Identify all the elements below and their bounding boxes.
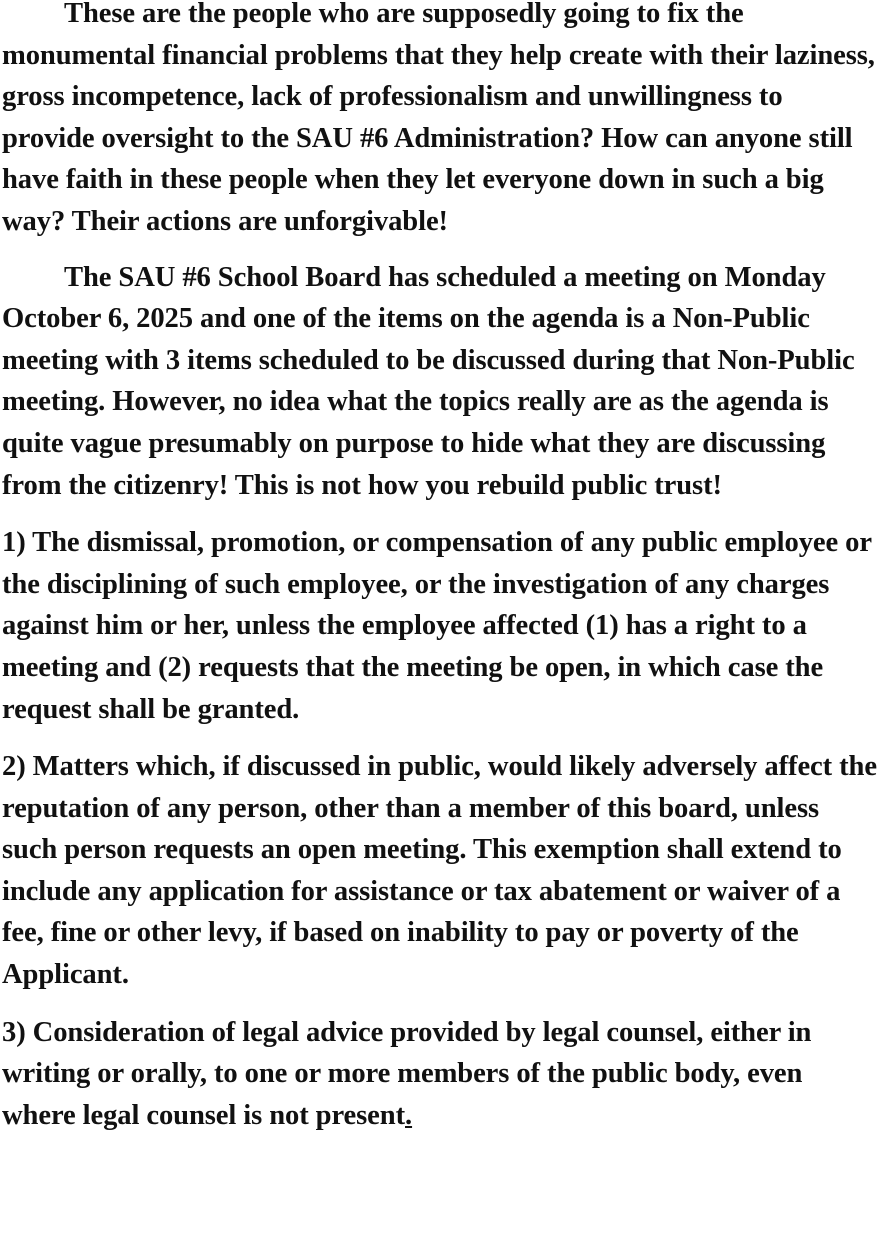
paragraph-meeting-notice: The SAU #6 School Board has scheduled a meeting on Monday October 6, 2025 and one of the items on the agenda is a Non-Public meeting with 3 items scheduled to be discussed during that Non-Public meeting. However, no idea what the topics really are as the agenda is quite vague presumably on purpose to hide what they are discussing from the citizenry! This is not how you rebuild public trust! [2,261,855,501]
agenda-item-3 [2,1012,880,1137]
paragraph-criticism: These are the people who are supposedly going to fix the monumental financial problems that they help create with their laziness, gross incompetence, lack of professionalism and unwillingness to provide oversight to the SAU #6 Administration? How can anyone still have faith in these people when they let everyone down in such a big way? Their actions are unforgivable! [2,0,875,237]
agenda-item-1: 1) The dismissal, promotion, or compensation of any public employee or the disciplining of such employee, or the investigation of any charges against him or her, unless the employee affected (1) has a right to a meeting and (2) requests that the meeting be open, in which case the request shall be granted. [2,527,872,725]
agenda-item-3-period: . [405,1099,413,1131]
agenda-item-3-text: 3) Consideration of legal advice provided by legal counsel, either in writing or orally, to one or more members of the public body, even where legal counsel is not present [2,1016,812,1131]
agenda-item-2: 2) Matters which, if discussed in public, would likely adversely affect the reputation of any person, other than a member of this board, unless such person requests an open meeting. This exemption shall extend to include any application for assistance or tax abatement or waiver of a fee, fine or other levy, if based on inability to pay or poverty of the Applicant. [2,751,877,991]
